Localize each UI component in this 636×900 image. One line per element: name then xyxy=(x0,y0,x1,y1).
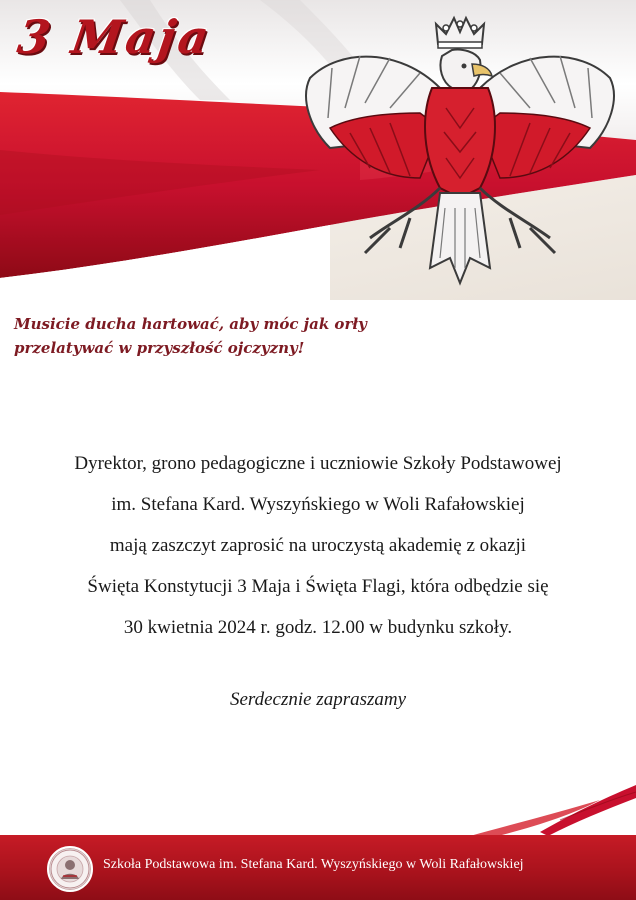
flag-ribbon-decoration xyxy=(0,770,636,840)
quote-line-2: przelatywać w przyszłość ojczyzny! xyxy=(14,339,305,357)
footer-bar xyxy=(0,835,636,900)
invitation-line: Dyrektor, grono pedagogiczne i uczniowie Szkoły Podstawowej xyxy=(74,453,562,474)
holiday-title: 3 Maja xyxy=(14,10,215,64)
invitation-text xyxy=(0,449,636,654)
invitation-line: im. Stefana Kard. Wyszyńskiego w Woli Rafałowskiej xyxy=(111,494,525,515)
school-emblem-icon xyxy=(47,846,93,892)
header-banner xyxy=(0,0,636,300)
invitation-line: mają zaszczyt zaprosić na uroczystą akademię z okazji xyxy=(109,535,527,556)
invitation-line: 30 kwietnia 2024 r. godz. 12.00 w budynku szkoły. xyxy=(123,617,513,638)
patriotic-quote xyxy=(14,312,374,360)
invitation-line: Święta Konstytucji 3 Maja i Święta Flagi, która odbędzie się xyxy=(87,576,549,597)
school-name: Szkoła Podstawowa im. Stefana Kard. Wyszyńskiego w Woli Rafałowskiej xyxy=(103,857,524,872)
quote-line-1: Musicie ducha hartować, aby móc jak orły xyxy=(14,315,367,333)
closing-greeting: Serdecznie zapraszamy xyxy=(229,689,407,710)
